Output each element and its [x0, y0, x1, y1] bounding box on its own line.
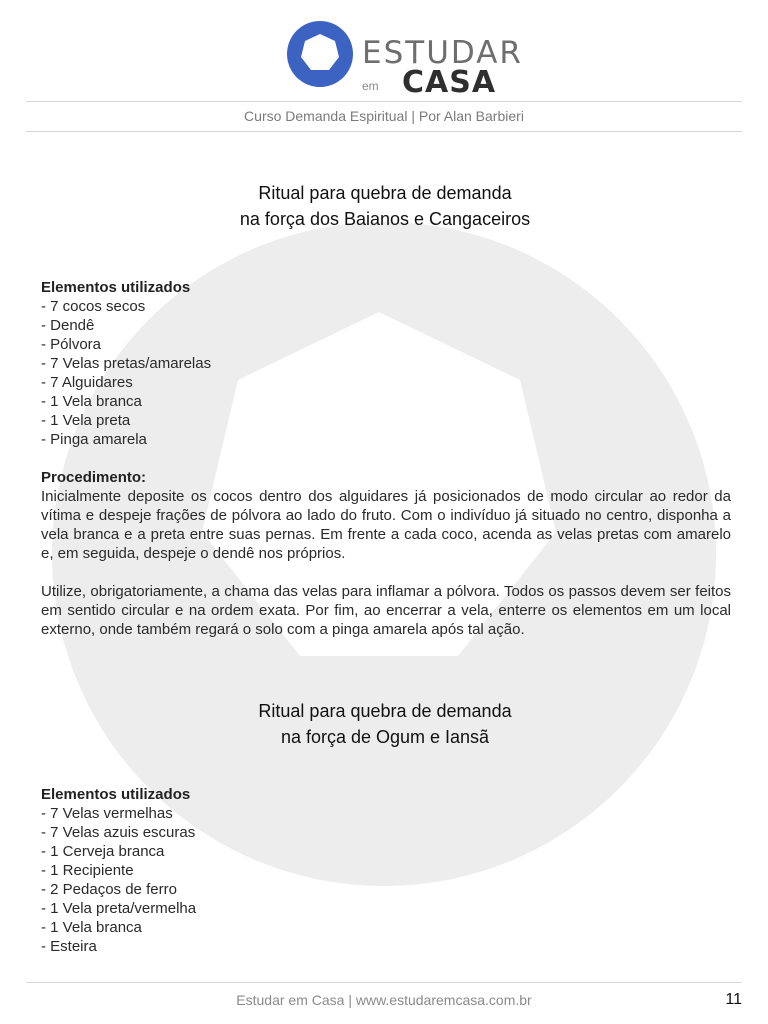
page-number: 11 — [725, 991, 742, 1008]
section1-procedure-heading: Procedimento: — [41, 469, 147, 486]
logo-word-casa: CASA — [402, 65, 497, 100]
list-item: - 1 Vela preta/vermelha — [41, 900, 197, 917]
list-item: - 1 Vela branca — [41, 919, 142, 936]
list-item: - 2 Pedaços de ferro — [41, 881, 177, 898]
list-item: - 1 Vela branca — [41, 393, 142, 410]
list-item: - 1 Cerveja branca — [41, 843, 165, 860]
section2-title-line2: na força de Ogum e Iansã — [280, 727, 490, 747]
course-line: Curso Demanda Espiritual | Por Alan Barbieri — [244, 108, 524, 124]
logo-ring-icon — [286, 20, 354, 88]
footer-divider — [26, 982, 742, 983]
list-item: - 1 Vela preta — [41, 412, 131, 429]
list-item: - 1 Recipiente — [41, 862, 134, 879]
footer-site-line: Estudar em Casa | www.estudaremcasa.com.br — [236, 992, 532, 1008]
header-bottom-divider — [26, 131, 742, 132]
section2-elements-list — [41, 785, 731, 956]
section1-title-line2: na força dos Baianos e Cangaceiros — [239, 209, 531, 229]
list-item: - 7 Velas pretas/amarelas — [41, 355, 212, 372]
list-item: - Esteira — [41, 938, 97, 955]
brand-logo — [286, 18, 523, 100]
section2-elements-heading: Elementos utilizados — [41, 786, 191, 803]
list-item: - 7 Alguidares — [41, 374, 133, 391]
list-item: - 7 Velas vermelhas — [41, 805, 173, 822]
logo-word-em: em — [362, 79, 379, 93]
section1-procedure-heading-wrap — [41, 468, 731, 487]
section2-title-line1: Ritual para quebra de demanda — [258, 701, 512, 721]
list-item: - 7 cocos secos — [41, 298, 146, 315]
section1-title-line1: Ritual para quebra de demanda — [258, 183, 512, 203]
list-item: - Pinga amarela — [41, 431, 147, 448]
section1-elements-heading: Elementos utilizados — [41, 279, 191, 296]
list-item: - Dendê — [41, 317, 95, 334]
section1-elements-list — [41, 278, 731, 449]
section1-procedure-paragraph-1: Inicialmente deposite os cocos dentro dos alguidares já posicionados de modo circular ao redor da vítima e despeje frações de pólvora ao lado do fruto. Com o indivíduo já situado no centro, disponha a vela branca e a preta entre suas pernas. Em frente a cada coco, acenda as velas pretas com amarelo e, em seguida, despeje o dendê nos próprios. — [41, 488, 731, 562]
section1-title — [0, 180, 768, 232]
section1-procedure-paragraph-2: Utilize, obrigatoriamente, a chama das velas para inflamar a pólvora. Todos os passos devem ser feitos em sentido circular e na ordem exata. Por fim, ao encerrar a vela, enterre os elementos em um local externo, onde também regará o solo com a pinga amarela após tal ação. — [41, 583, 731, 638]
section2-title — [0, 698, 768, 750]
logo-word-estudar: ESTUDAR — [362, 35, 523, 71]
list-item: - 7 Velas azuis escuras — [41, 824, 196, 841]
list-item: - Pólvora — [41, 336, 102, 353]
header-top-divider — [26, 101, 742, 102]
